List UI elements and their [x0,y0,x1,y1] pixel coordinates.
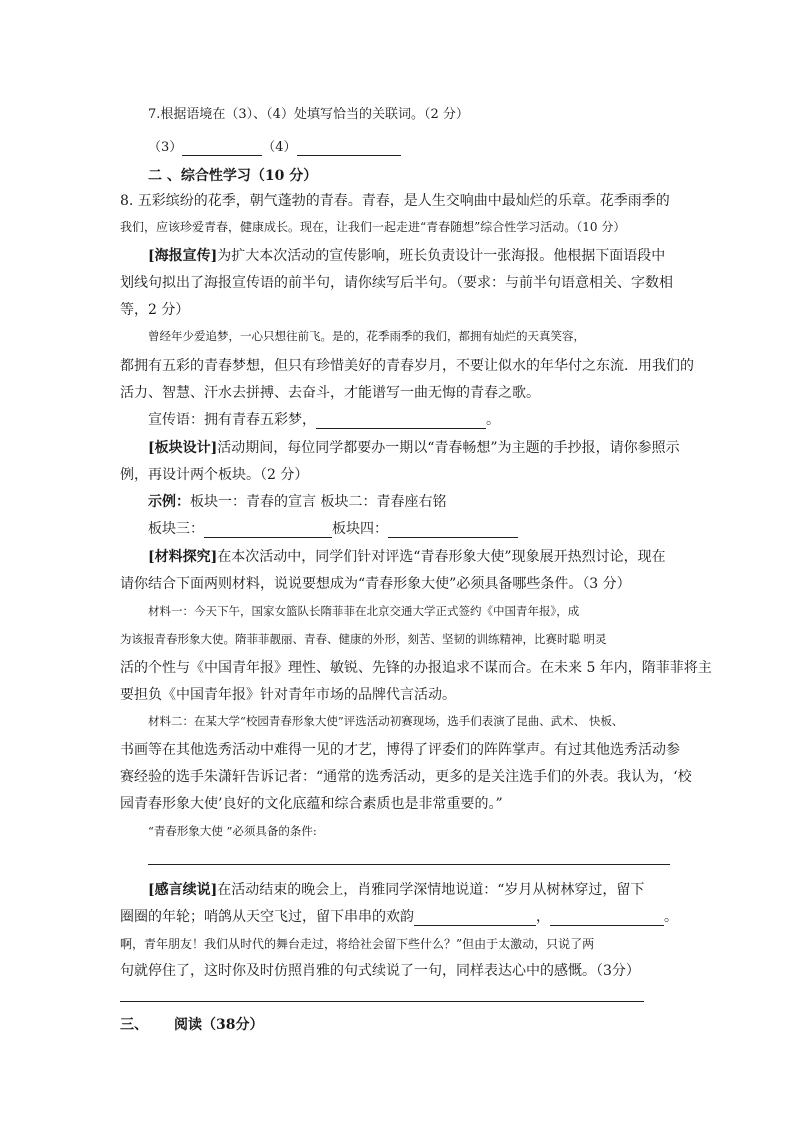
material-line1 [148,546,666,566]
q7-label-4: （4） [262,140,297,155]
feeling-blank-2[interactable] [550,909,664,926]
q7-blank-3[interactable] [182,140,262,156]
board-example-label: 示例： [148,494,190,510]
material-tag: [材料探究] [148,549,218,565]
material-answer-line[interactable] [148,864,670,865]
feeling-tag: [感言续说] [148,882,218,898]
poster-passage-line2: 都拥有五彩的青春梦想，但只有珍惜美好的青春岁月，不要让似水的年华付之东流．用我们的 [120,358,694,374]
q7-label-3: （3） [148,140,183,155]
material2-line3: 赛经验的选手朱潇轩告诉记者：“通常的选秀活动，更多的是关注选手们的外表。我认为，‘校 [120,769,692,785]
feeling-line4: 句就停住了，这时你及时仿照肖雅的句式续说了一句，同样表达心中的感慨。（3分） [120,963,640,979]
board-example [148,491,446,511]
slogan-row [148,409,500,429]
block3-label: 板块三： [148,521,204,537]
material1-line4: 要担负《中国青年报》针对青年市场的品牌代言活动。 [120,687,456,703]
feeling-sep: ， [536,909,550,925]
block4-blank[interactable] [388,521,518,538]
block3-blank[interactable] [204,521,332,538]
material2-line4: 园青春形象大使’良好的文化底蕴和综合素质也是非常重要的。” [120,796,503,812]
poster-line3: 等，2 分） [120,302,190,318]
poster-line1-text: 为扩大本次活动的宣传影响，班长负责设计一张海报。他根据下面语段中 [217,248,666,264]
section-3-heading [120,1014,263,1034]
block4-label: 板块四： [332,521,388,537]
material1-line2: 为该报青春形象大使。隋菲菲靓丽、青春、健康的外形，刻苦、坚韧的训练精神，比赛时聪 明灵 [120,632,607,646]
section-3-title: 阅读（38分） [174,1017,264,1033]
board-example-text: 板块一：青春的宣言 板块二：青春座右铭 [190,494,447,510]
feeling-end: 。 [664,909,678,925]
board-line1 [148,437,680,457]
q7-text: 7.根据语境在（3）、（4）处填写恰当的关联词。（2 分） [148,107,469,122]
slogan-blank[interactable] [316,412,486,429]
material2-line1: 材料二：在某大学“校园青春形象大使”评选活动初赛现场，选手们表演了昆曲、武术、 快板、 [148,714,624,728]
q7-blank-4[interactable] [297,140,401,156]
feeling-line3: 啊，青年朋友！我们从时代的舞台走过，将给社会留下些什么？”但由于太激动，只说了两 [120,937,595,951]
material2-line2: 书画等在其他选秀活动中难得一见的才艺，博得了评委们的阵阵掌声。有过其他选秀活动参 [120,742,680,758]
feeling-line1-text: 在活动结束的晚会上，肖雅同学深情地说道：“岁月从树林穿过，留下 [217,882,645,898]
material-answer-prompt: “青春形象大使 ”必须具备的条件: [148,824,317,838]
q7-answer-row [148,136,401,156]
board-line2: 例，再设计两个板块。（2 分） [120,467,309,483]
q8-intro-line1: 8. 五彩缤纷的花季，朝气蓬勃的青春。青春，是人生交响曲中最灿烂的乐章。花季雨季的 [120,193,670,209]
q8-intro-line2: 我们，应该珍爱青春，健康成长。现在，让我们一起走进“青春随想”综合性学习活动。（10 分） [120,220,626,234]
poster-line2: 划线句拟出了海报宣传语的前半句，请你续写后半句。（要求：与前半句语意相关、字数相 [120,275,673,291]
material-line1-text: 在本次活动中，同学们针对评选“青春形象大使”现象展开热烈讨论，现在 [217,549,666,565]
board-blocks-row [148,518,518,538]
slogan-end: 。 [486,412,500,428]
board-line1-text: 活动期间，每位同学都要办一期以“青春畅想”为主题的手抄报，请你参照示 [217,440,680,456]
material1-line1: 材料一：今天下午，国家女篮队长隋菲菲在北京交通大学正式签约《中国青年报》，成 [148,604,580,618]
section-3-number: 三、 [120,1017,148,1033]
feeling-line1 [148,879,644,899]
section-2-heading: 二 、综合性学习（10 分） [148,168,318,184]
poster-passage-line1: 曾经年少爱追梦，一心只想往前飞。是的，花季雨季的我们，都拥有灿烂的天真笑容， [148,329,585,343]
feeling-line2 [120,906,678,926]
board-tag: [板块设计] [148,440,218,456]
feeling-blank-1[interactable] [414,909,536,926]
feeling-answer-line[interactable] [120,1001,644,1002]
feeling-line2-text: 圈圈的年轮；哨鸽从天空飞过，留下串串的欢韵 [120,909,414,925]
poster-line1 [148,245,665,265]
slogan-prefix: 宣传语：拥有青春五彩梦， [148,412,316,428]
poster-tag: [海报宣传] [148,248,218,264]
material1-line3: 活的个性与《中国青年报》理性、敏锐、先锋的办报追求不谋而合。在未来 5 年内，隋菲菲将主 [120,660,712,676]
poster-passage-line3: 活力、智慧、汗水去拼搏、去奋斗，才能谱写一曲无悔的青春之歌。 [120,385,540,401]
material-line2: 请你结合下面两则材料，说说要想成为“青春形象大使”必须具备哪些条件。（3 分） [120,576,631,592]
